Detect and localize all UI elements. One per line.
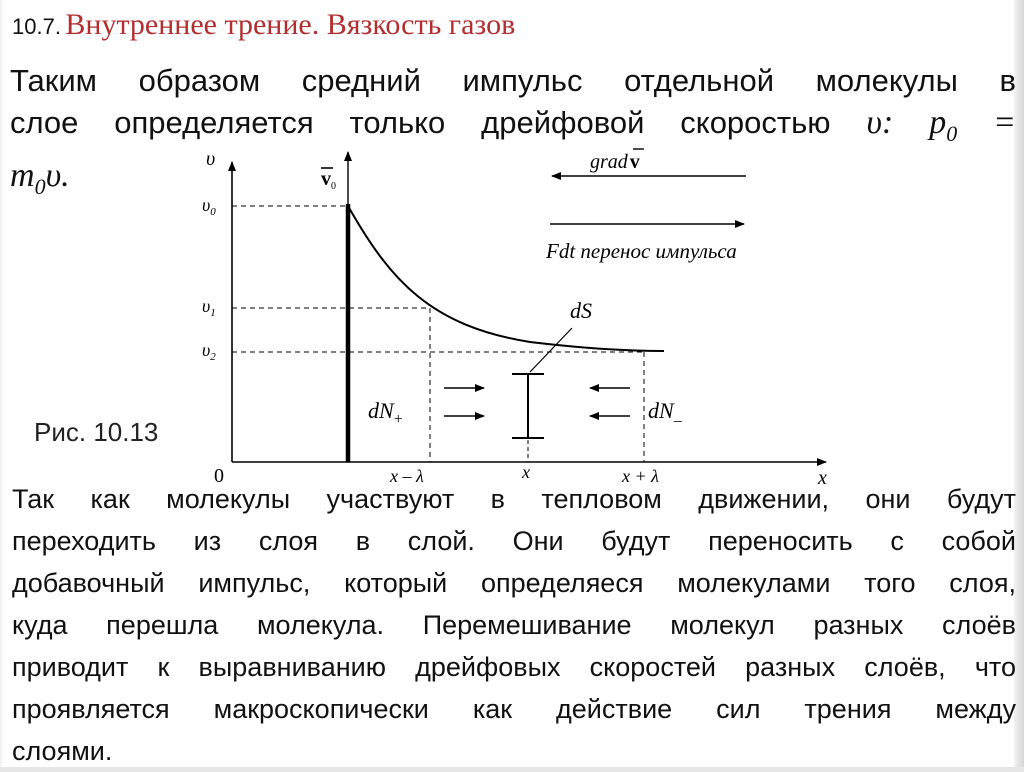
intro-m: m (10, 156, 35, 194)
plate-velocity-label: $v_0$ (321, 168, 336, 192)
intro-p-sub: 0 (946, 120, 958, 146)
dn-plus-label: $dN_+$ (368, 398, 403, 428)
intro-line-1: Таким образом средний импульс отдельной молекулы в (10, 63, 1016, 98)
body-line-6: проявляется макроскопически как действие сил трения между (12, 694, 1016, 724)
section-number: 10.7. (12, 14, 61, 39)
origin-label: 0 (214, 465, 224, 487)
intro-velocity-var: υ: (866, 104, 894, 141)
dn-minus-label: dN_ (648, 398, 682, 424)
intro-p: p (929, 104, 947, 141)
intro-line-2-text: слое определяется только дрейфовой скоростью (10, 105, 831, 140)
body-paragraph (12, 478, 1016, 772)
tick-x: x (522, 462, 530, 482)
v1-label: $\upsilon_1$ (202, 296, 216, 319)
intro-m-sub: 0 (34, 173, 46, 199)
velocity-decay-curve (348, 206, 664, 351)
fdt-label: Fdt перенос импульса (546, 239, 737, 263)
body-line-7: слоями. (12, 736, 113, 766)
body-line-2: переходить из слоя в слой. Они будут переносить с собой (12, 526, 1016, 556)
tick-x-plus-lambda: x + λ (622, 466, 659, 486)
body-line-4: куда перешла молекула. Перемешивание молекул разных слоёв (12, 610, 1016, 640)
ds-label: dS (570, 298, 592, 323)
section-title: Внутреннее трение. Вязкость газов (65, 8, 516, 41)
velocity-profile-diagram (200, 140, 832, 494)
grad-v-label: grad v (590, 151, 640, 173)
x-axis-label: x (818, 467, 827, 489)
tick-x-minus-lambda: x – λ (390, 466, 424, 486)
intro-line-3-end: υ. (45, 156, 70, 194)
intro-momentum-var (929, 104, 958, 146)
slide-title (12, 8, 515, 42)
v-axis-label: υ (206, 148, 216, 170)
figure-caption: Рис. 10.13 (34, 417, 159, 447)
v2-label: $\upsilon_2$ (202, 340, 216, 363)
body-line-5: приводит к выравниванию дрейфовых скоростей разных слоёв, что (12, 652, 1016, 682)
body-line-1: Так как молекулы участвуют в тепловом движении, они будут (12, 484, 1016, 514)
figure-velocity-profile (200, 140, 832, 494)
v0-label: $\upsilon_0$ (202, 195, 216, 218)
intro-mass-var (10, 156, 70, 199)
ds-leader-line (530, 328, 572, 372)
intro-equals: = (993, 104, 1016, 141)
body-line-3: добавочный импульс, который определяеся молекулами того слоя, (12, 568, 1016, 598)
